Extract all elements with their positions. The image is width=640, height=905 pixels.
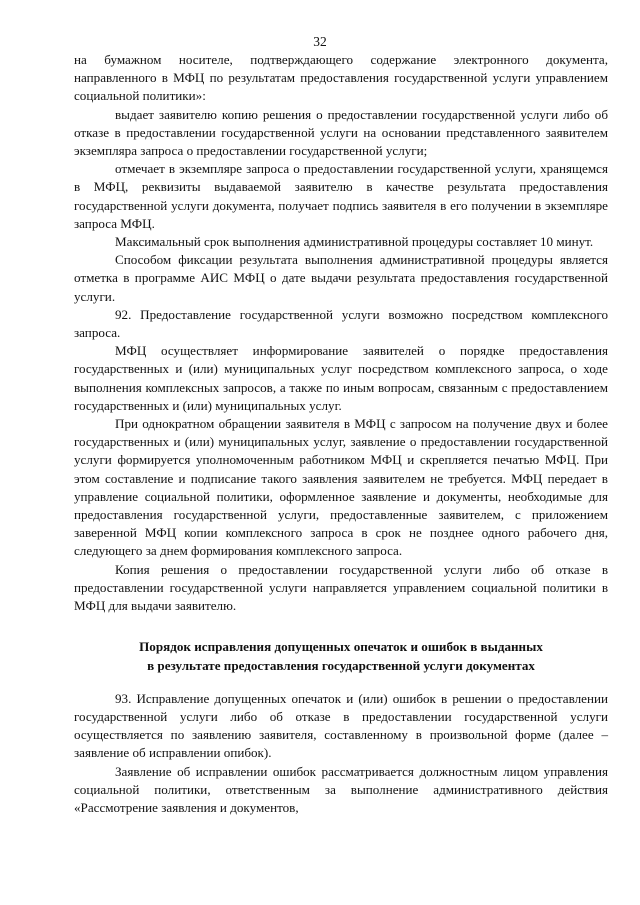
paragraph: Способом фиксации результата выполнения административной процедуры является отметка в программе АИС МФЦ о дате выдачи результата предоставления государственной услуги. [74,252,608,304]
section-heading-line-2: в результате предоставления государственной услуги документах [147,657,535,673]
paragraphs-before-heading [74,51,608,615]
paragraph: Заявление об исправлении ошибок рассматривается должностным лицом управления социальной политики, ответственным за выполнение административного действия «Рассмотрение заявления и документов, [74,763,608,815]
section-heading [74,638,608,674]
paragraph: 92. Предоставление государственной услуги возможно посредством комплексного запроса. [74,306,608,341]
document-body [74,51,608,817]
paragraph: При однократном обращении заявителя в МФЦ с запросом на получение двух и более государственных и (или) муниципальных услуг, заявление о предоставлении государственной услуги формируется уполномоченным работником МФЦ и скрепляется печатью МФЦ. При этом составление и подписание такого заявления заявителем не требуется. МФЦ передает в управление социальной политики, оформленное заявление и документы, необходимые для предоставления государственной услуги, предоставленные заявителем, с приложением заверенной МФЦ копии комплексного запроса в срок не позднее одного рабочего дня, следующего за днем формирования комплексного запроса. [74,416,608,559]
paragraph: 93. Исправление допущенных опечаток и (или) ошибок в решении о предоставлении государственной услуги либо об отказе в предоставлении государственной услуги осуществляется по заявлению заявителя, составленному в произвольной форме (далее – заявление об исправлении опибок). [74,690,608,761]
paragraphs-after-heading [74,690,608,817]
paragraph: Максимальный срок выполнения административной процедуры составляет 10 минут. [115,234,594,250]
paragraph: Копия решения о предоставлении государственной услуги либо об отказе в предоставлении государственной услуги направляется управлением социальной политики в МФЦ для выдачи заявителю. [74,561,608,614]
page-number: 32 [313,34,327,49]
section-heading-line-1: Порядок исправления допущенных опечаток и ошибок в выданных [139,639,543,655]
paragraph: выдает заявителю копию решения о предоставлении государственной услуги либо об отказе в предоставлении государственной услуги на основании представленного заявителем экземпляра запроса о предоставлении государственной услуги; [74,106,608,159]
paragraph: на бумажном носителе, подтверждающего содержание электронного документа, направленного в МФЦ по результатам предоставления государственной услуги управлением социальной политики»: [74,52,608,104]
paragraph: отмечает в экземпляре запроса о предоставлении государственной услуги, хранящемся в МФЦ, реквизиты выдаваемой заявителю в качестве результата предоставления государственной услуги документа, получает подпись заявителя в его получении в экземпляре запроса МФЦ. [74,161,608,231]
paragraph: МФЦ осуществляет информирование заявителей о порядке предоставления государственных и (или) муниципальных услуг посредством комплексного запроса, о ходе выполнения комплексных запросов, а также по иным вопросам, связанным с предоставлением государственных и (или) муниципальных услуг. [74,343,608,413]
